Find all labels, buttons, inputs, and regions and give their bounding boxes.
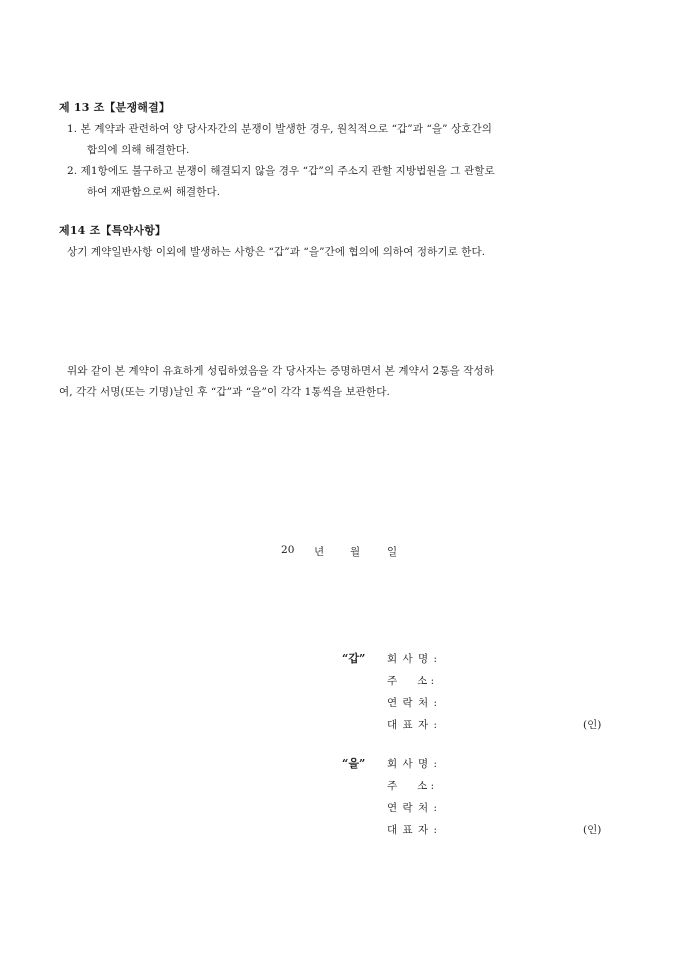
article-13-item-1-line-2: 합의에 의해 해결한다.	[87, 144, 190, 156]
article-14-line-1: 상기 계약일반사항 이외에 발생하는 사항은 “갑”과 “을”간에 협의에 의하여 정하기로 한다.	[67, 246, 486, 258]
article-13-item-2-line-2: 하여 재판함으로써 해결한다.	[87, 186, 221, 198]
party-b-label: “을”	[342, 757, 366, 770]
article-13-item-2-line-1: 2. 제1항에도 불구하고 분쟁이 해결되지 않을 경우 “갑”의 주소지 관할 지방법원을 그 관할로	[67, 165, 495, 177]
party-b-address-label: 주 소 :	[387, 780, 435, 792]
article-14-heading: 제14 조【특약사항】	[59, 224, 167, 237]
party-b-seal-mark: (인)	[583, 824, 602, 836]
date-day-unit: 일	[387, 546, 398, 558]
party-a-company-label: 회 사 명 :	[387, 653, 438, 665]
closing-line-1: 위와 같이 본 계약이 유효하게 성립하였음을 각 당사자는 증명하면서 본 계약서 2통을 작성하	[67, 365, 495, 377]
party-b-rep-label: 대 표 자 :	[387, 824, 438, 836]
party-a-contact-label: 연 락 처 :	[387, 697, 438, 709]
party-b-contact-label: 연 락 처 :	[387, 802, 438, 814]
date-month-unit: 월	[350, 546, 361, 558]
article-13-item-1-line-1: 1. 본 계약과 관련하여 양 당사자간의 분쟁이 발생한 경우, 원칙적으로 “갑”과 “을” 상호간의	[67, 123, 493, 135]
closing-line-2: 여, 각각 서명(또는 기명)날인 후 “갑”과 “을”이 각각 1통씩을 보관한다.	[59, 386, 390, 398]
party-b-company-label: 회 사 명 :	[387, 758, 438, 770]
party-a-rep-label: 대 표 자 :	[387, 719, 438, 731]
party-a-label: “갑”	[342, 652, 366, 665]
party-a-seal-mark: (인)	[583, 719, 602, 731]
party-a-address-label: 주 소 :	[387, 675, 435, 687]
date-year-unit: 년	[314, 546, 325, 558]
date-year: 20	[281, 544, 295, 556]
article-13-heading: 제 13 조【분쟁해결】	[59, 101, 171, 114]
